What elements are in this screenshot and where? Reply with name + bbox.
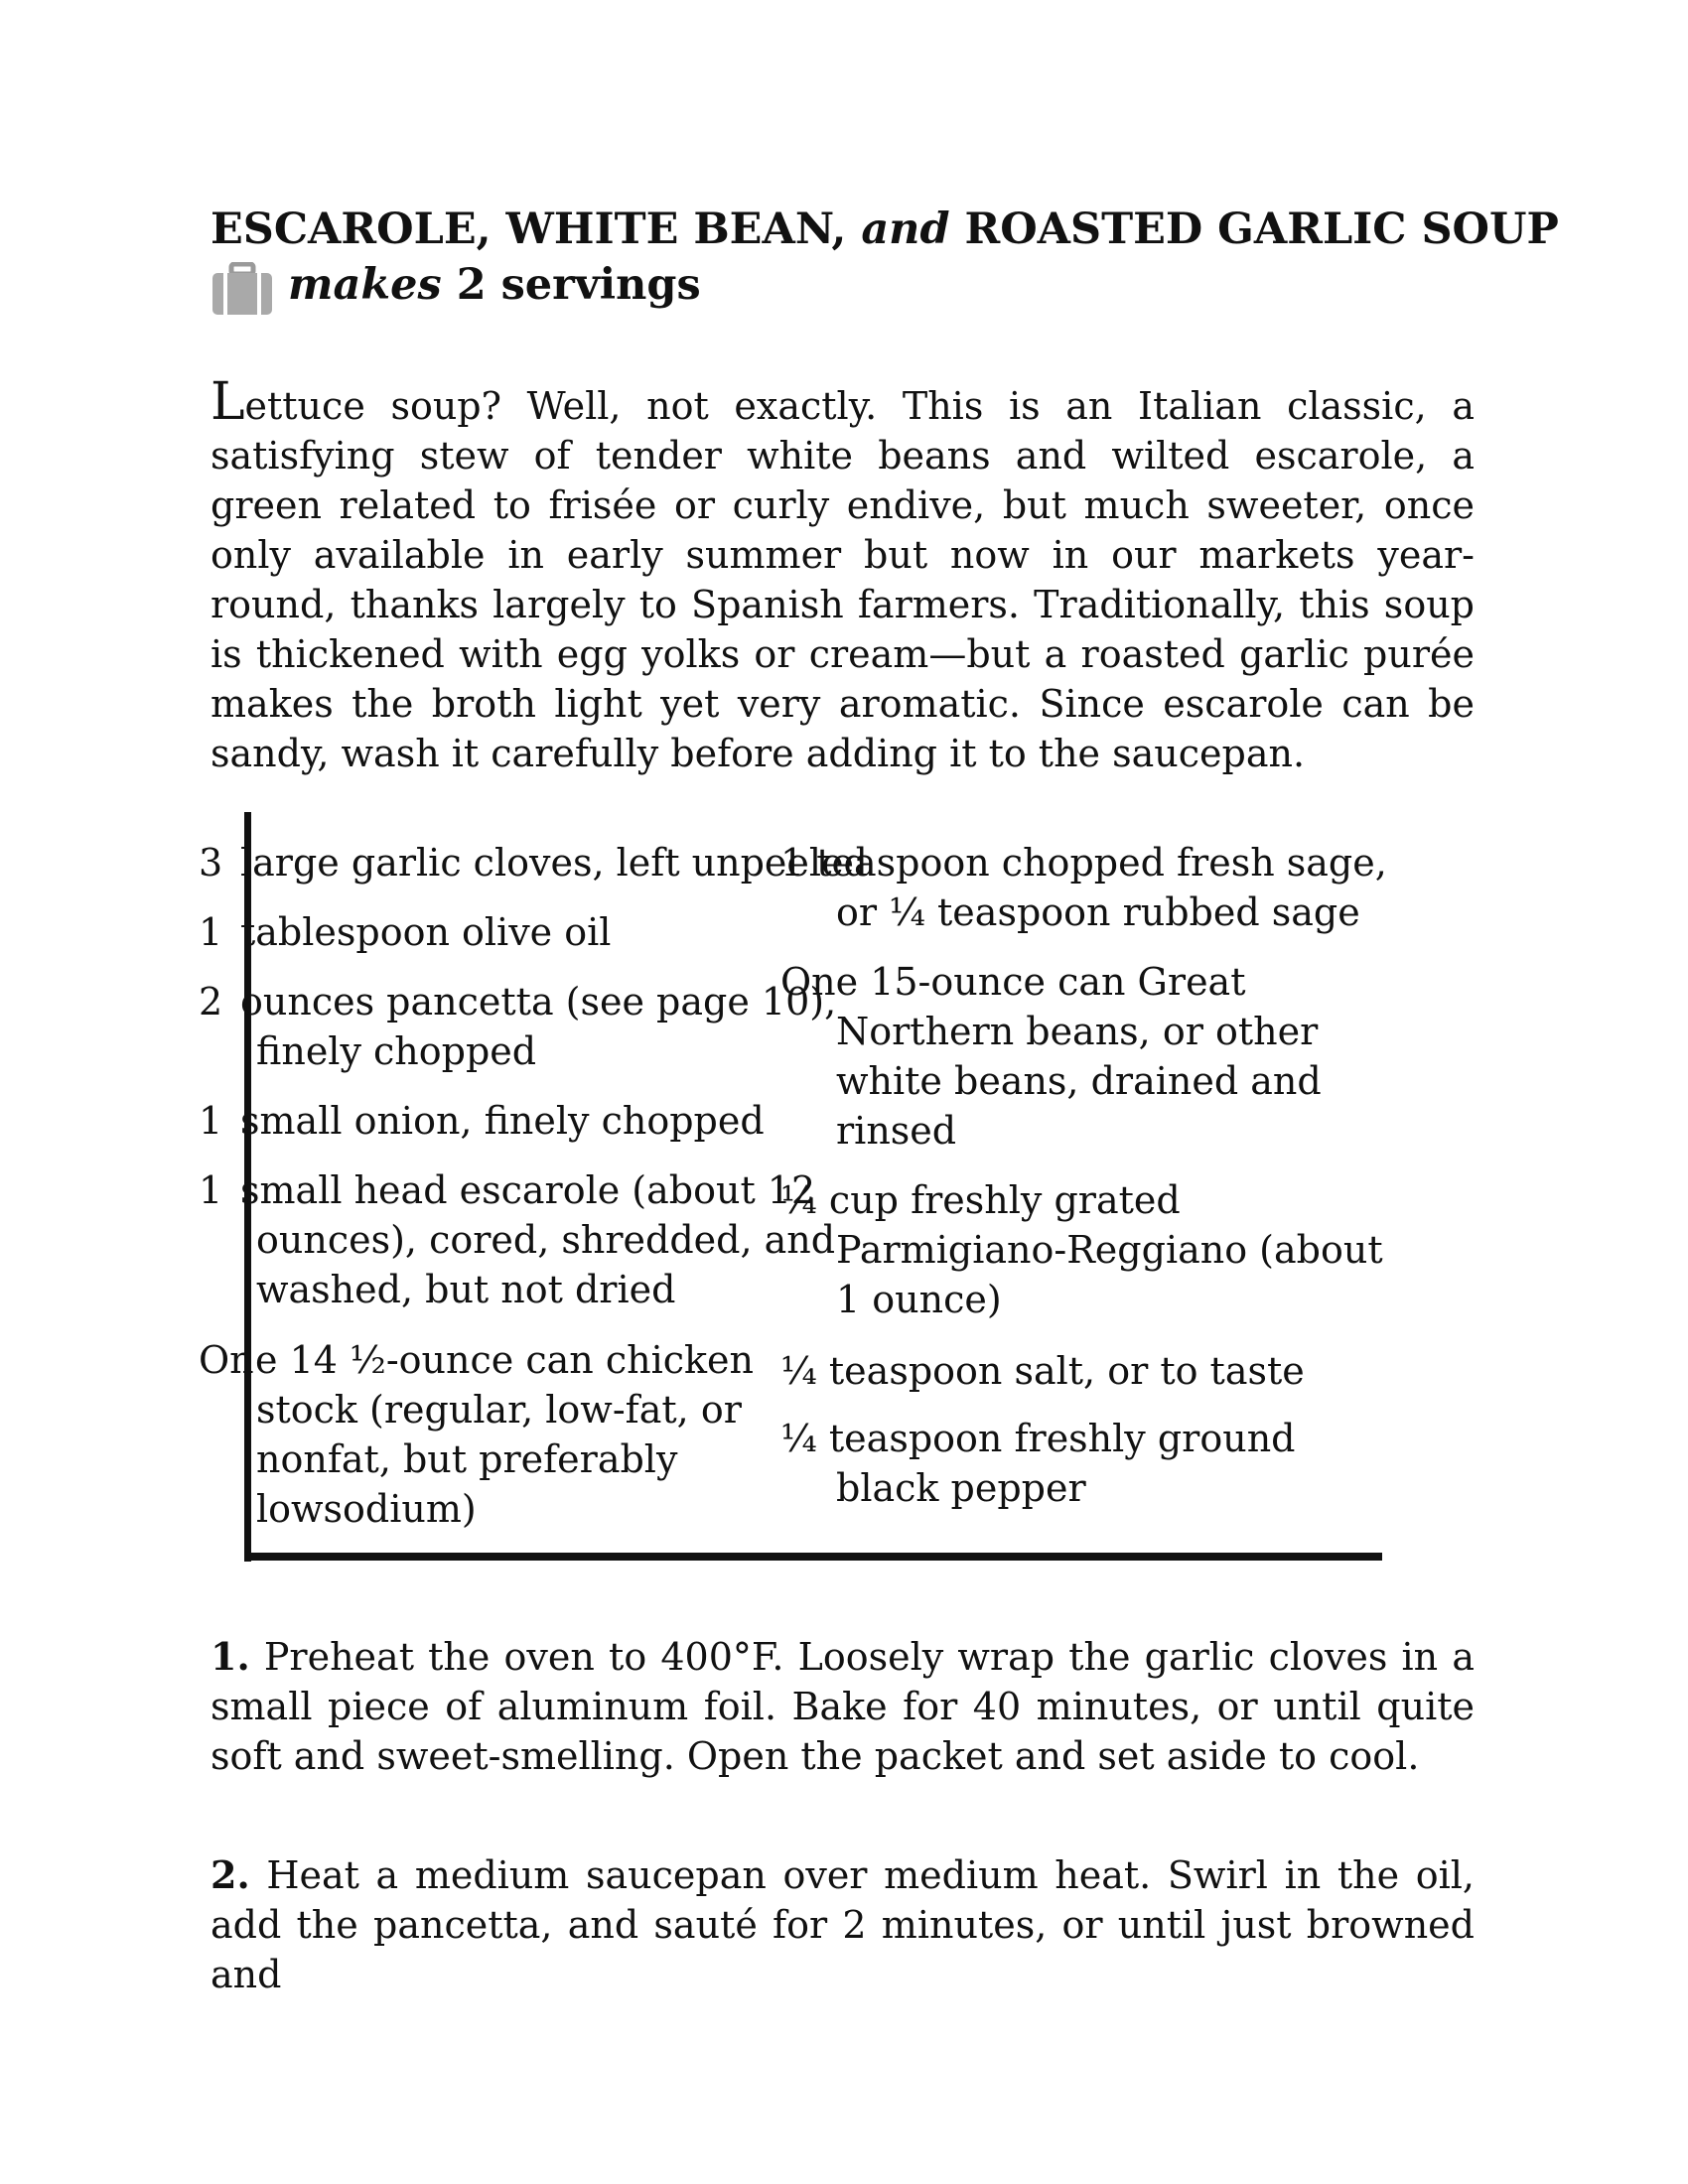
intro-text: ettuce soup? Well, not exactly. This is an Italian classic, a satisfying stew of tender white beans and wilted escarole, a green related to frisée or curly endive, but much sweeter, once only available in early summer but now in our markets year-round, thanks largely to Spanish farmers. Traditionally, this soup is thickened with egg yolks or cream—but a roasted garlic purée makes the broth light yet very aromatic. Since escarole can be sandy, wash it carefully before adding it to the saucepan. [211, 384, 1475, 775]
step-number: 1. [211, 1634, 250, 1679]
recipe-intro [211, 372, 1475, 778]
ingredient-line: tablespoon olive oil [240, 910, 612, 954]
ingredient-line: large garlic cloves, left unpeeled [240, 841, 868, 885]
ingredient-line: Parmigiano-Reggiano (about [836, 1228, 1383, 1272]
ingredient-line: ounces), cored, shredded, and [256, 1218, 836, 1262]
recipe-title-and: and [861, 205, 950, 254]
method-step-1 [211, 1632, 1475, 1781]
ingredient-line: finely chopped [256, 1029, 537, 1073]
ingredient-right-5 [780, 1414, 1296, 1513]
ingredient-line: 1 teaspoon chopped fresh sage, [780, 841, 1387, 885]
suitcase-icon [211, 262, 274, 316]
ingredient-qty: 1 [199, 1168, 223, 1212]
ingredient-line: Northern beans, or other [836, 1010, 1319, 1053]
step-text: Heat a medium saucepan over medium heat. Swirl in the oil, add the pancetta, and sauté for 2 minutes, or until just browned and [211, 1853, 1475, 1996]
ingredient-line: 1 ounce) [836, 1278, 1002, 1321]
ingredient-line: stock (regular, low-fat, or [256, 1388, 742, 1432]
step-text: Preheat the oven to 400°F. Loosely wrap the garlic cloves in a small piece of aluminum foil. Bake for 40 minutes, or until quite soft and sweet-smelling. Open the packet and set aside to cool. [211, 1635, 1475, 1778]
ingredient-line: lowsodium) [256, 1487, 477, 1531]
servings-makes: makes [288, 260, 442, 310]
ingredient-line: small onion, finely chopped [240, 1099, 765, 1143]
step-number: 2. [211, 1852, 250, 1897]
ingredient-line: ¼ teaspoon salt, or to taste [780, 1349, 1305, 1393]
intro-dropcap: L [211, 372, 245, 432]
ingredient-line: ounces pancetta (see page 10), [240, 980, 837, 1024]
ingredient-left-6 [199, 1335, 754, 1534]
ingredient-qty: 1 [199, 1099, 223, 1143]
ingredient-line: or ¼ teaspoon rubbed sage [836, 890, 1360, 934]
ingredient-line: ¼ teaspoon freshly ground [780, 1417, 1296, 1460]
method-step-2 [211, 1850, 1475, 1999]
ingredient-line: nonfat, but preferably [256, 1437, 678, 1481]
ingredients-frame-bottom-rule [244, 1553, 1382, 1561]
ingredient-left-4 [199, 1096, 765, 1146]
ingredient-left-1 [199, 838, 868, 887]
servings-line [288, 256, 701, 314]
ingredient-right-3 [780, 1175, 1383, 1324]
ingredient-line: rinsed [836, 1109, 957, 1153]
ingredient-qty: 1 [199, 910, 223, 954]
recipe-title-part2: ROASTED GARLIC SOUP [949, 205, 1559, 254]
ingredient-line: One 15-ounce can Great [780, 960, 1246, 1004]
ingredient-right-4 [780, 1346, 1305, 1396]
ingredient-left-3 [199, 977, 836, 1076]
ingredient-line: black pepper [836, 1466, 1086, 1510]
ingredient-line: small head escarole (about 12 [240, 1168, 816, 1212]
ingredient-qty: 3 [199, 841, 223, 885]
ingredient-line: e 14 ½-ounce can chicken [255, 1338, 755, 1382]
recipe-title [211, 201, 1559, 258]
ingredient-line: white beans, drained and [836, 1059, 1322, 1103]
ingredient-line: ¼ cup freshly grated [780, 1178, 1181, 1222]
ingredient-left-5 [199, 1165, 835, 1314]
ingredient-left-2 [199, 907, 611, 957]
ingredient-right-1 [780, 838, 1387, 937]
ingredient-line: washed, but not dried [256, 1268, 676, 1311]
recipe-title-part1: ESCAROLE, WHITE BEAN, [211, 205, 862, 254]
servings-count: 2 servings [441, 260, 701, 310]
ingredient-qty: On [199, 1338, 254, 1382]
ingredient-qty: 2 [199, 980, 223, 1024]
ingredient-right-2 [780, 957, 1322, 1156]
